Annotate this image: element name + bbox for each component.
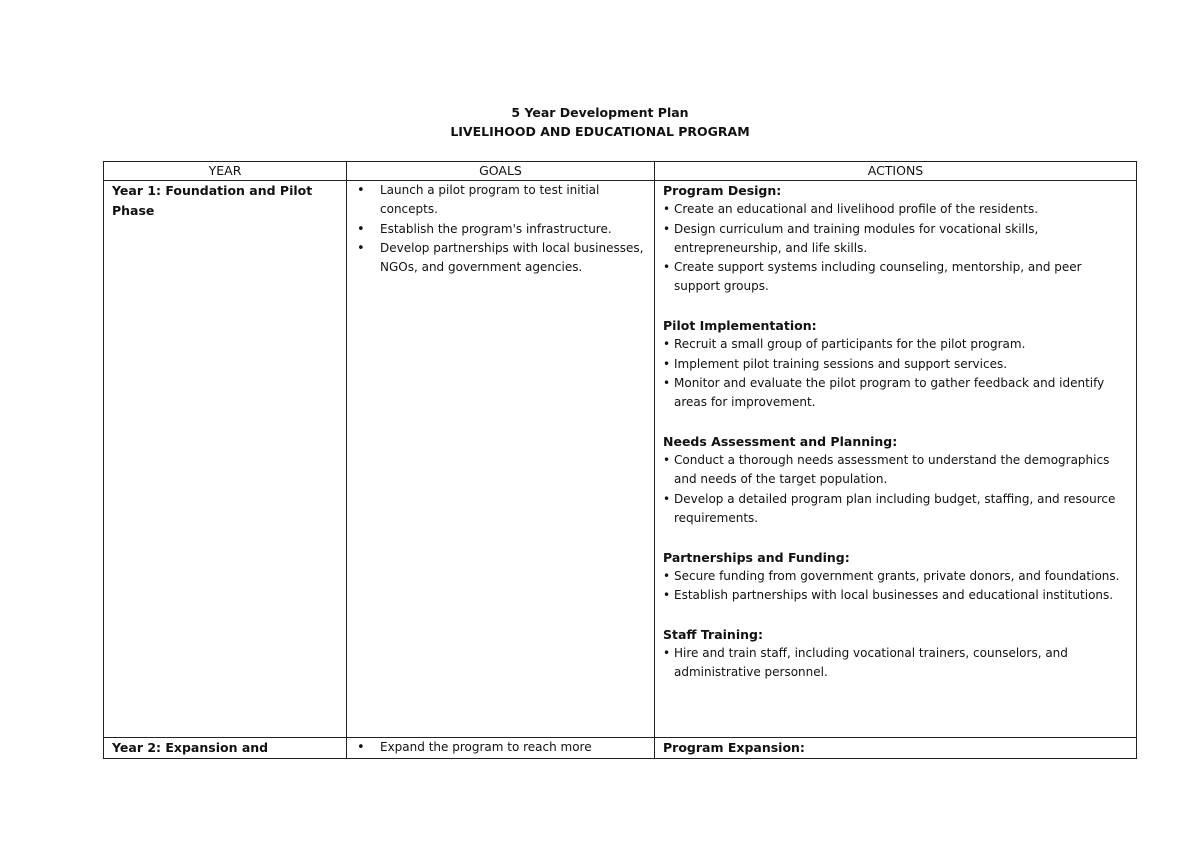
header-actions: ACTIONS	[655, 162, 1137, 181]
action-section-heading: Pilot Implementation:	[663, 318, 817, 334]
action-section	[663, 316, 1128, 412]
goal-item: • Establish the program's infrastructure.	[373, 220, 646, 239]
header-year: YEAR	[104, 162, 347, 181]
goals-list	[355, 181, 646, 277]
action-item: • Monitor and evaluate the pilot program to gather feedback and identify areas for improvement.	[674, 374, 1128, 413]
table-header-row	[104, 162, 1137, 181]
table-row	[104, 738, 1137, 759]
action-section	[663, 625, 1128, 683]
goals-list	[355, 738, 646, 757]
action-item: • Implement pilot training sessions and support services.	[674, 355, 1128, 374]
action-item: • Recruit a small group of participants for the pilot program.	[674, 335, 1128, 354]
action-item: • Secure funding from government grants, private donors, and foundations.	[674, 567, 1128, 586]
goals-cell	[347, 181, 655, 738]
year-label: Year 2: Expansion and	[112, 740, 269, 755]
table-row	[104, 181, 1137, 738]
goal-item: • Develop partnerships with local businesses, NGOs, and government agencies.	[373, 239, 646, 278]
development-plan-table	[103, 161, 1137, 759]
year-cell	[104, 738, 347, 759]
action-item: • Create an educational and livelihood profile of the residents.	[674, 200, 1128, 219]
action-list	[663, 644, 1128, 683]
action-section-heading: Partnerships and Funding:	[663, 549, 850, 565]
action-list	[663, 200, 1128, 296]
action-item: • Develop a detailed program plan including budget, staffing, and resource requirements.	[674, 490, 1128, 529]
document-title: 5 Year Development Plan	[511, 105, 689, 120]
header-goals: GOALS	[347, 162, 655, 181]
action-section-heading: Staff Training:	[663, 626, 763, 642]
year-label: Year 1: Foundation and Pilot Phase	[112, 183, 313, 219]
action-list	[663, 451, 1128, 528]
goal-item: • Expand the program to reach more	[373, 738, 646, 757]
goal-item: • Launch a pilot program to test initial concepts.	[373, 181, 646, 220]
action-item: • Design curriculum and training modules for vocational skills, entrepreneurship, and life skills.	[674, 220, 1128, 259]
action-section-heading: Program Design:	[663, 183, 782, 198]
actions-cell	[655, 738, 1137, 759]
document-subtitle: LIVELIHOOD AND EDUCATIONAL PROGRAM	[450, 124, 750, 139]
action-item: • Establish partnerships with local businesses and educational institutions.	[674, 586, 1128, 605]
goals-cell	[347, 738, 655, 759]
action-section-heading: Program Expansion:	[663, 740, 805, 755]
action-section	[663, 432, 1128, 528]
action-section-heading: Needs Assessment and Planning:	[663, 433, 898, 449]
action-section	[663, 181, 1128, 297]
action-item: • Hire and train staff, including vocational trainers, counselors, and administrative personnel.	[674, 644, 1128, 683]
action-item: • Conduct a thorough needs assessment to understand the demographics and needs of the target population.	[674, 451, 1128, 490]
year-cell	[104, 181, 347, 738]
actions-cell	[655, 181, 1137, 738]
action-list	[663, 567, 1128, 606]
action-item: • Create support systems including counseling, mentorship, and peer support groups.	[674, 258, 1128, 297]
action-section	[663, 548, 1128, 606]
action-list	[663, 335, 1128, 412]
